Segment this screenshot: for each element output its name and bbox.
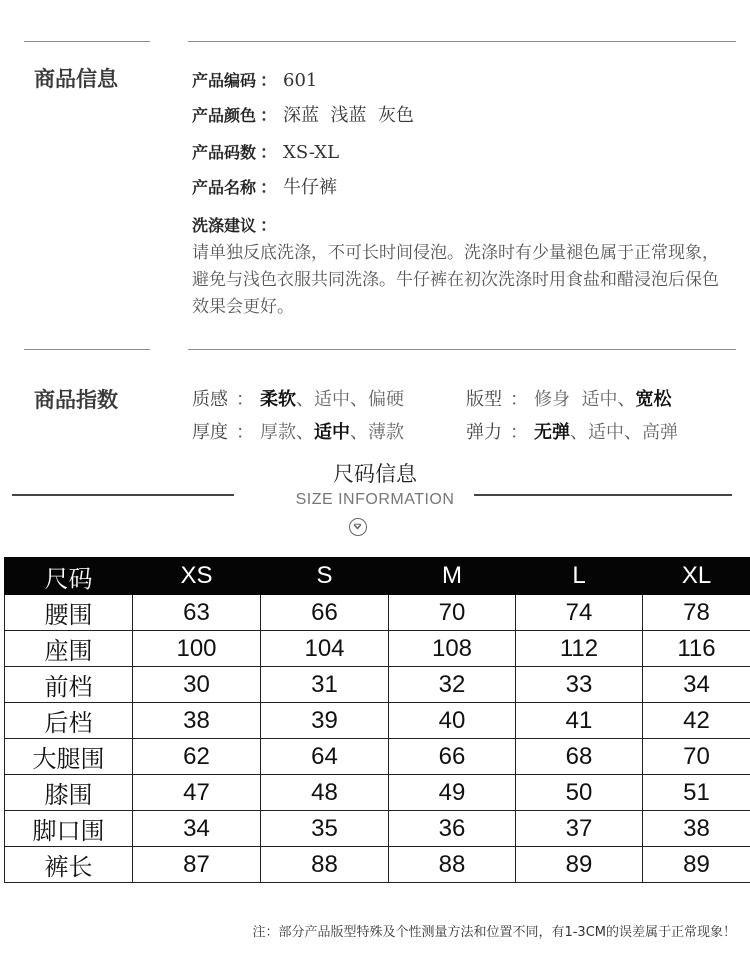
table-cell: 34 xyxy=(643,667,750,703)
index-thickness: 厚度 ： 厚款、适中、薄款 xyxy=(192,422,404,443)
index-option: 适中 xyxy=(581,389,618,410)
table-cell: 42 xyxy=(643,703,750,739)
table-cell: 116 xyxy=(643,631,750,667)
table-cell: 51 xyxy=(643,775,750,811)
info-row-color: 产品颜色 ： 深蓝 浅蓝 灰色 xyxy=(192,105,414,126)
info-label: 洗涤建议 xyxy=(192,216,257,235)
size-info-title: 尺码信息 xyxy=(333,462,417,486)
table-cell: 39 xyxy=(261,703,389,739)
mid-rule-right xyxy=(188,349,736,350)
table-cell: 66 xyxy=(261,595,389,631)
column-header: M xyxy=(389,558,516,595)
info-row-washing: 洗涤建议 ： xyxy=(192,216,278,236)
table-cell: 34 xyxy=(133,811,261,847)
index-option: 宽松 xyxy=(635,389,672,410)
index-option: 适中 xyxy=(588,422,624,443)
table-cell: 35 xyxy=(261,811,389,847)
row-header: 腰围 xyxy=(5,595,133,631)
row-header: 后档 xyxy=(5,703,133,739)
index-option: 高弹 xyxy=(642,422,678,443)
table-cell: 74 xyxy=(516,595,643,631)
info-row-name: 产品名称 ： 牛仔裤 xyxy=(192,177,338,198)
table-row xyxy=(5,739,750,775)
table-row xyxy=(5,847,750,883)
table-cell: 50 xyxy=(516,775,643,811)
table-cell: 48 xyxy=(261,775,389,811)
index-option: 薄款 xyxy=(368,422,404,443)
table-cell: 89 xyxy=(643,847,750,883)
row-header: 膝围 xyxy=(5,775,133,811)
table-cell: 89 xyxy=(516,847,643,883)
size-table-header xyxy=(5,558,750,595)
info-value: 牛仔裤 xyxy=(283,177,338,198)
index-option: 偏硬 xyxy=(368,389,404,410)
table-cell: 36 xyxy=(389,811,516,847)
column-header: S xyxy=(261,558,389,595)
index-option: 柔软 xyxy=(260,389,296,410)
index-option: 无弹 xyxy=(534,422,570,443)
info-value: XS-XL xyxy=(283,142,340,163)
table-cell: 66 xyxy=(389,739,516,775)
column-header: XS xyxy=(133,558,261,595)
product-info-title: 商品信息 xyxy=(34,67,118,91)
footnote: 注：部分产品版型特殊及个性测量方法和位置不同，有1-3CM的误差属于正常现象！ xyxy=(252,925,736,940)
table-cell: 88 xyxy=(261,847,389,883)
row-header: 脚口围 xyxy=(5,811,133,847)
top-rule-left xyxy=(24,41,150,42)
table-row xyxy=(5,631,750,667)
info-value: 601 xyxy=(283,70,318,91)
table-row xyxy=(5,667,750,703)
info-label: 产品编码 xyxy=(192,71,257,90)
index-fit: 版型 ： 修身 适中、宽松 xyxy=(466,389,672,410)
table-row xyxy=(5,775,750,811)
table-cell: 38 xyxy=(643,811,750,847)
washing-instructions: 请单独反底洗涤，不可长时间侵泡。洗涤时有少量褪色属于正常现象，避免与浅色衣服共同洗涤。牛仔裤在初次洗涤时用食盐和醋浸泡后保色效果会更好。 xyxy=(192,243,719,317)
size-table xyxy=(4,557,750,883)
table-cell: 112 xyxy=(516,631,643,667)
index-stretch: 弹力 ： 无弹、适中、高弹 xyxy=(466,422,678,443)
table-cell: 62 xyxy=(133,739,261,775)
table-cell: 47 xyxy=(133,775,261,811)
table-cell: 70 xyxy=(643,739,750,775)
table-cell: 63 xyxy=(133,595,261,631)
table-row xyxy=(5,811,750,847)
index-option: 适中 xyxy=(314,422,350,443)
top-rule-right xyxy=(188,41,736,42)
table-cell: 31 xyxy=(261,667,389,703)
table-row xyxy=(5,595,750,631)
table-cell: 70 xyxy=(389,595,516,631)
row-header: 大腿围 xyxy=(5,739,133,775)
table-cell: 108 xyxy=(389,631,516,667)
row-header: 前档 xyxy=(5,667,133,703)
table-cell: 32 xyxy=(389,667,516,703)
table-cell: 37 xyxy=(516,811,643,847)
column-header: L xyxy=(516,558,643,595)
table-cell: 88 xyxy=(389,847,516,883)
table-cell: 49 xyxy=(389,775,516,811)
table-cell: 68 xyxy=(516,739,643,775)
info-value: 深蓝 浅蓝 灰色 xyxy=(283,105,414,126)
row-header: 座围 xyxy=(5,631,133,667)
info-label: 产品颜色 xyxy=(192,106,257,125)
table-row xyxy=(5,703,750,739)
table-cell: 33 xyxy=(516,667,643,703)
table-cell: 30 xyxy=(133,667,261,703)
row-header: 裤长 xyxy=(5,847,133,883)
table-cell: 38 xyxy=(133,703,261,739)
table-cell: 100 xyxy=(133,631,261,667)
index-option: 适中 xyxy=(314,389,350,410)
product-index-title: 商品指数 xyxy=(34,388,118,412)
table-cell: 78 xyxy=(643,595,750,631)
table-cell: 104 xyxy=(261,631,389,667)
table-cell: 87 xyxy=(133,847,261,883)
index-option: 厚款 xyxy=(260,422,296,443)
table-cell: 64 xyxy=(261,739,389,775)
index-texture: 质感 ： 柔软、适中、偏硬 xyxy=(192,389,404,410)
index-option: 修身 xyxy=(534,389,570,410)
table-cell: 40 xyxy=(389,703,516,739)
info-row-sizes: 产品码数 ： XS-XL xyxy=(192,142,340,163)
column-header: 尺码 xyxy=(5,558,133,595)
info-row-code: 产品编码 ： 601 xyxy=(192,70,318,91)
column-header: XL xyxy=(643,558,750,595)
mid-rule-left xyxy=(24,349,150,350)
chevron-down-circle-icon xyxy=(349,518,367,536)
info-label: 产品名称 xyxy=(192,178,257,197)
size-info-subtitle: SIZE INFORMATION xyxy=(295,491,455,508)
info-label: 产品码数 xyxy=(192,143,257,162)
table-cell: 41 xyxy=(516,703,643,739)
